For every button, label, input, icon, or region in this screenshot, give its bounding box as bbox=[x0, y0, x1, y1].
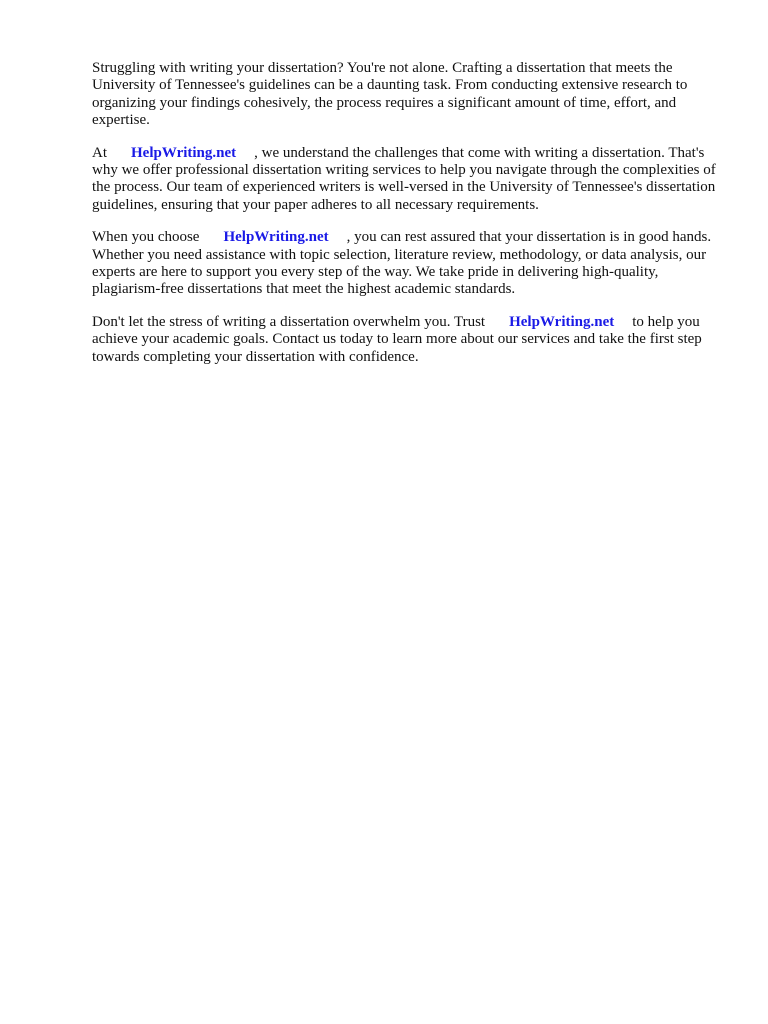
paragraph-intro bbox=[92, 60, 728, 130]
paragraph-trust bbox=[92, 314, 728, 366]
helpwriting-link-1[interactable]: HelpWriting.net bbox=[131, 144, 237, 161]
paragraph-trust-text: to help you achieve your academic goals. Contact us today to learn more about our services and take the first step towards completing your dissertation with confidence. bbox=[92, 313, 702, 365]
paragraph-trust-lead: Don't let the stress of writing a dissertation overwhelm you. Trust bbox=[92, 313, 486, 330]
paragraph-choose bbox=[92, 229, 728, 299]
paragraph-about bbox=[92, 145, 728, 215]
paragraph-about-text: , we understand the challenges that come with writing a dissertation. That's why we offer professional dissertation writing services to help you navigate through the complexities of the process. Our team of experienced writers is well-versed in the University of Tennessee's dissertation guidelines, ensuring that your paper adheres to all necessary requirements. bbox=[92, 144, 716, 213]
paragraph-choose-lead: When you choose bbox=[92, 229, 200, 246]
helpwriting-link-3[interactable]: HelpWriting.net bbox=[509, 313, 615, 330]
document-page bbox=[92, 60, 728, 381]
paragraph-about-lead: At bbox=[92, 144, 107, 161]
paragraph-choose-text: , you can rest assured that your dissertation is in good hands. Whether you need assistance with topic selection, literature review, methodology, or data analysis, our experts are here to support you every step of the way. We take pride in delivering high-quality, plagiarism-free dissertations that meet the highest academic standards. bbox=[92, 229, 712, 298]
helpwriting-link-2[interactable]: HelpWriting.net bbox=[223, 229, 329, 246]
paragraph-intro-text: Struggling with writing your dissertation? You're not alone. Crafting a dissertation that meets the University of Tennessee's guidelines can be a daunting task. From conducting extensive research to organizing your findings cohesively, the process requires a significant amount of time, effort, and expertise. bbox=[92, 60, 688, 129]
